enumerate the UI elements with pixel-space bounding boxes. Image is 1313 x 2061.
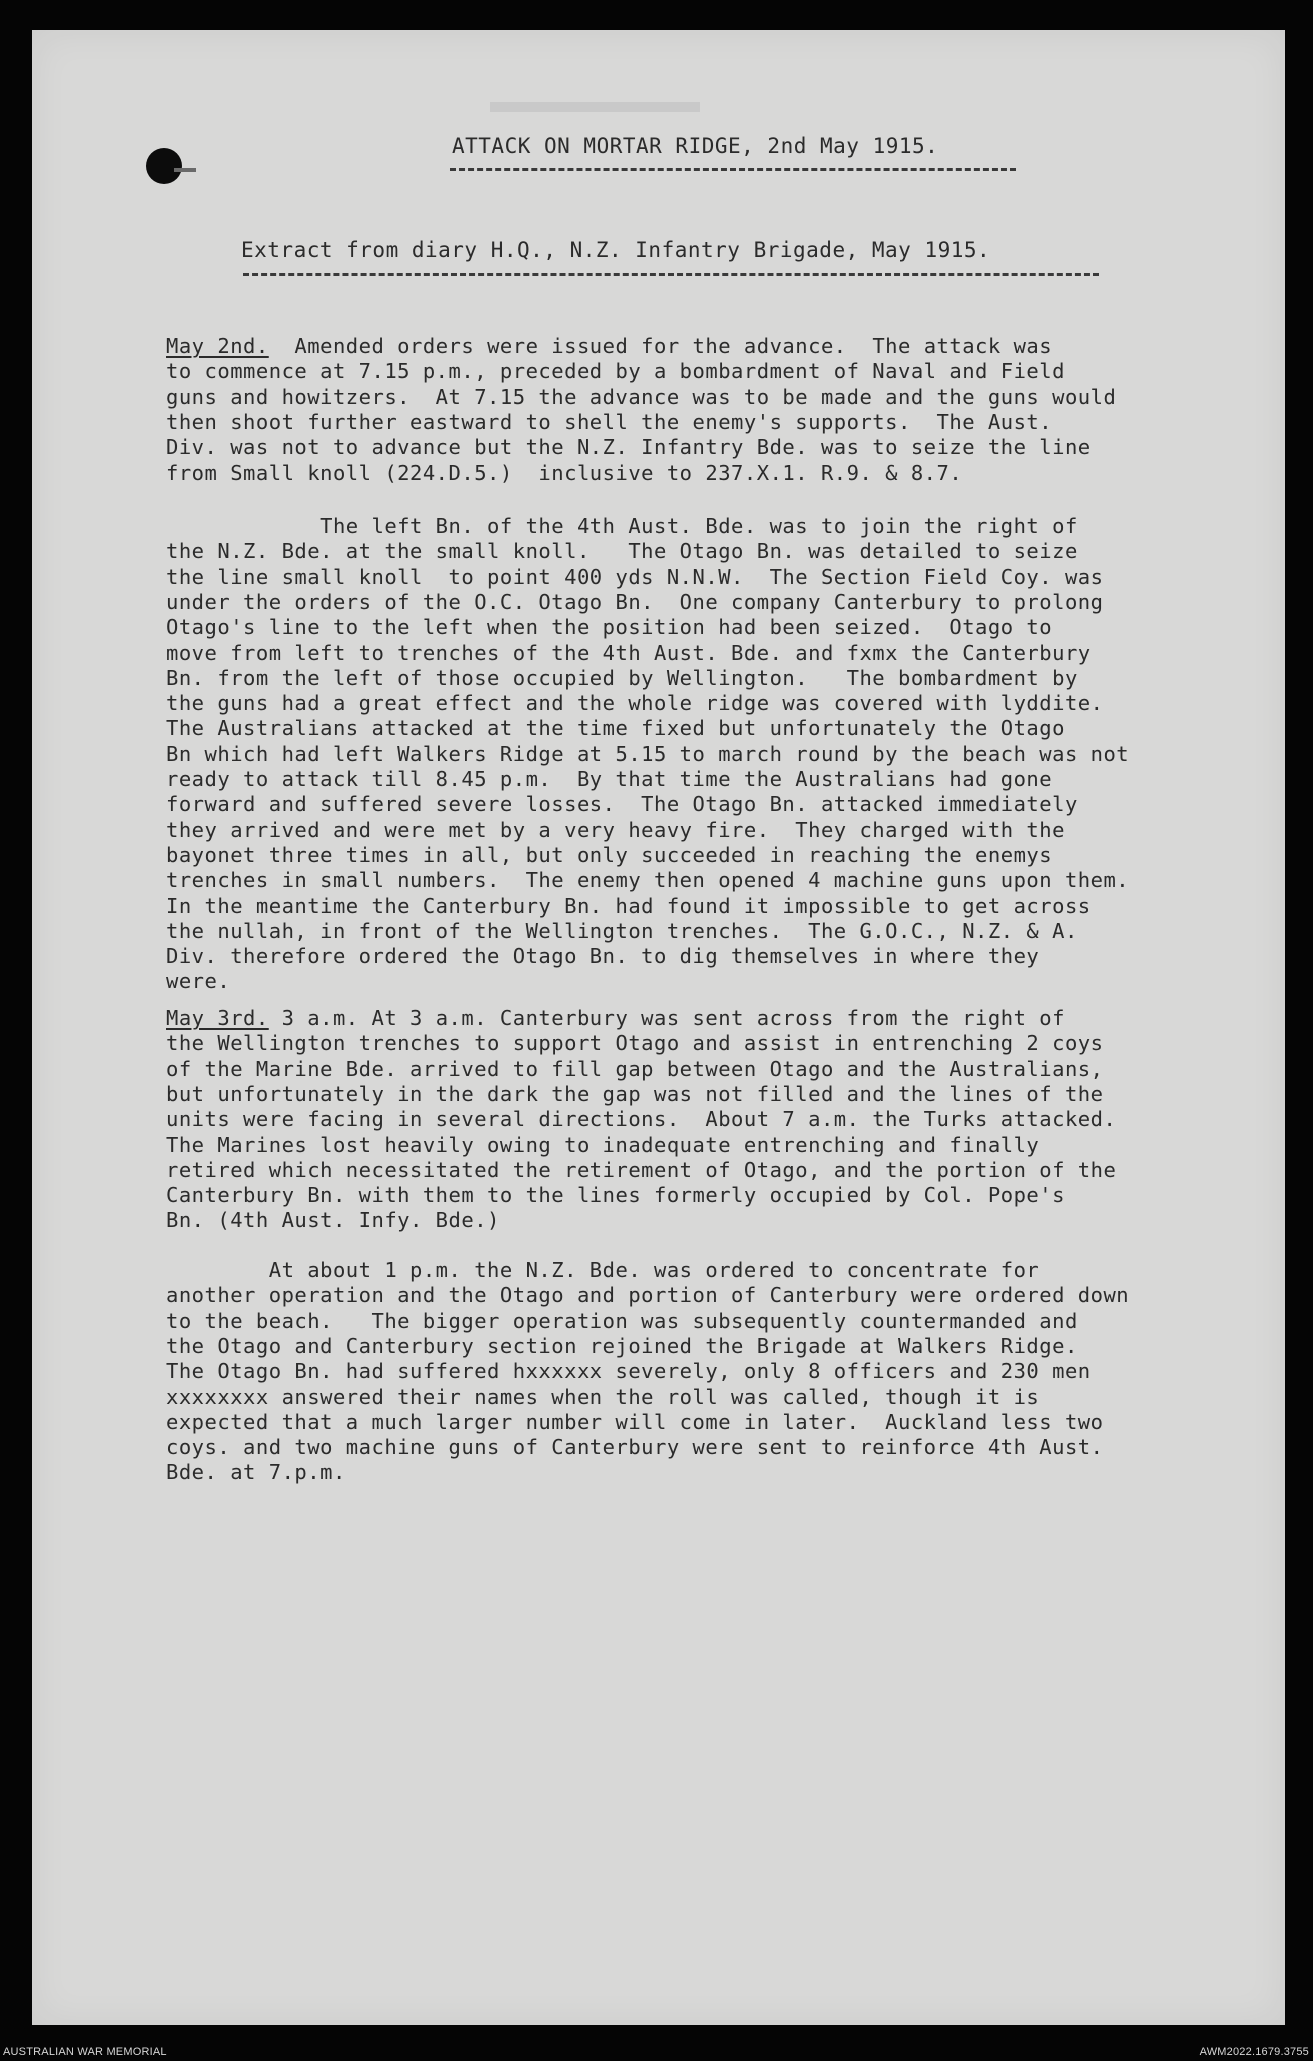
document-line: xxxxxxxx answered their names when the roll was called, though it is bbox=[166, 1384, 1040, 1409]
document-line: At about 1 p.m. the N.Z. Bde. was ordered to concentrate for bbox=[166, 1258, 1040, 1282]
document-line: retired which necessitated the retirement of Otago, and the portion of the bbox=[166, 1157, 1117, 1182]
document-line: of the Marine Bde. arrived to fill gap between Otago and the Australians, bbox=[166, 1056, 1104, 1081]
document-line: guns and howitzers. At 7.15 the advance was to be made and the guns would bbox=[166, 384, 1117, 409]
document-line: another operation and the Otago and portion of Canterbury were ordered down bbox=[166, 1283, 1130, 1308]
document-line: Bde. at 7.p.m. bbox=[166, 1460, 346, 1485]
document-line: trenches in small numbers. The enemy then opened 4 machine guns upon them. bbox=[166, 868, 1130, 893]
subtitle-dashed-rule bbox=[243, 273, 1099, 276]
faint-stamp-mark bbox=[490, 102, 700, 112]
document-line: In the meantime the Canterbury Bn. had found it impossible to get across bbox=[166, 893, 1091, 918]
document-line: The Australians attacked at the time fixed but unfortunately the Otago bbox=[166, 716, 1065, 741]
document-line: The Marines lost heavily owing to inadequate entrenching and finally bbox=[166, 1132, 1040, 1157]
document-line: from Small knoll (224.D.5.) inclusive to 237.X.1. R.9. & 8.7. bbox=[166, 460, 963, 485]
hole-mark bbox=[174, 168, 196, 172]
document-line: to the beach. The bigger operation was subsequently countermanded and bbox=[166, 1308, 1078, 1333]
document-line: Div. therefore ordered the Otago Bn. to dig themselves in where they bbox=[166, 944, 1040, 969]
document-subtitle: Extract from diary H.Q., N.Z. Infantry Brigade, May 1915. bbox=[241, 238, 991, 262]
punch-hole bbox=[146, 148, 182, 184]
document-line: May 3rd. 3 a.m. At 3 a.m. Canterbury was sent across from the right of bbox=[166, 1006, 1065, 1030]
document-line: Bn. (4th Aust. Infy. Bde.) bbox=[166, 1208, 500, 1233]
document-line: Otago's line to the left when the position had been seized. Otago to bbox=[166, 615, 1053, 640]
document-line: coys. and two machine guns of Canterbury were sent to reinforce 4th Aust. bbox=[166, 1435, 1104, 1460]
date-heading: May 2nd. bbox=[166, 334, 269, 358]
document-line: the Wellington trenches to support Otago and assist in entrenching 2 coys bbox=[166, 1031, 1104, 1056]
document-line: Bn. from the left of those occupied by Wellington. The bombardment by bbox=[166, 665, 1078, 690]
document-line: Bn which had left Walkers Ridge at 5.15 to march round by the beach was not bbox=[166, 741, 1130, 766]
document-line: the nullah, in front of the Wellington trenches. The G.O.C., N.Z. & A. bbox=[166, 918, 1078, 943]
footer-accession-number: AWM2022.1679.3755 bbox=[1199, 2046, 1309, 2058]
document-page bbox=[32, 30, 1285, 2025]
document-line: Canterbury Bn. with them to the lines formerly occupied by Col. Pope's bbox=[166, 1183, 1065, 1208]
document-line: forward and suffered severe losses. The Otago Bn. attacked immediately bbox=[166, 792, 1078, 817]
document-line: Div. was not to advance but the N.Z. Infantry Bde. was to seize the line bbox=[166, 435, 1091, 460]
date-heading: May 3rd. bbox=[166, 1006, 269, 1030]
document-line: the guns had a great effect and the whole ridge was covered with lyddite. bbox=[166, 691, 1104, 716]
document-line: the Otago and Canterbury section rejoined the Brigade at Walkers Ridge. bbox=[166, 1333, 1078, 1358]
document-line: units were facing in several directions. About 7 a.m. the Turks attacked. bbox=[166, 1107, 1117, 1132]
document-line: were. bbox=[166, 969, 231, 994]
document-line: the line small knoll to point 400 yds N.N.W. The Section Field Coy. was bbox=[166, 564, 1104, 589]
document-line: bayonet three times in all, but only succeeded in reaching the enemys bbox=[166, 842, 1053, 867]
document-line: they arrived and were met by a very heavy fire. They charged with the bbox=[166, 817, 1065, 842]
document-line: expected that a much larger number will come in later. Auckland less two bbox=[166, 1409, 1104, 1434]
document-line: under the orders of the O.C. Otago Bn. One company Canterbury to prolong bbox=[166, 589, 1104, 614]
document-line: The left Bn. of the 4th Aust. Bde. was to join the right of bbox=[166, 514, 1078, 538]
document-line: the N.Z. Bde. at the small knoll. The Otago Bn. was detailed to seize bbox=[166, 539, 1078, 564]
document-line: ready to attack till 8.45 p.m. By that time the Australians had gone bbox=[166, 767, 1053, 791]
document-line: then shoot further eastward to shell the enemy's supports. The Aust. bbox=[166, 409, 1053, 434]
title-dashed-rule bbox=[450, 168, 1016, 171]
document-line: to commence at 7.15 p.m., preceded by a bombardment of Naval and Field bbox=[166, 359, 1065, 384]
document-line: The Otago Bn. had suffered hxxxxxx severely, only 8 officers and 230 men bbox=[166, 1359, 1091, 1384]
document-line: May 2nd. Amended orders were issued for the advance. The attack was bbox=[166, 334, 1053, 358]
document-line: move from left to trenches of the 4th Aust. Bde. and fxmx the Canterbury bbox=[166, 640, 1091, 665]
footer-institution: AUSTRALIAN WAR MEMORIAL bbox=[3, 2046, 167, 2058]
document-title: ATTACK ON MORTAR RIDGE, 2nd May 1915. bbox=[452, 134, 939, 158]
document-line: but unfortunately in the dark the gap was not filled and the lines of the bbox=[166, 1081, 1104, 1106]
